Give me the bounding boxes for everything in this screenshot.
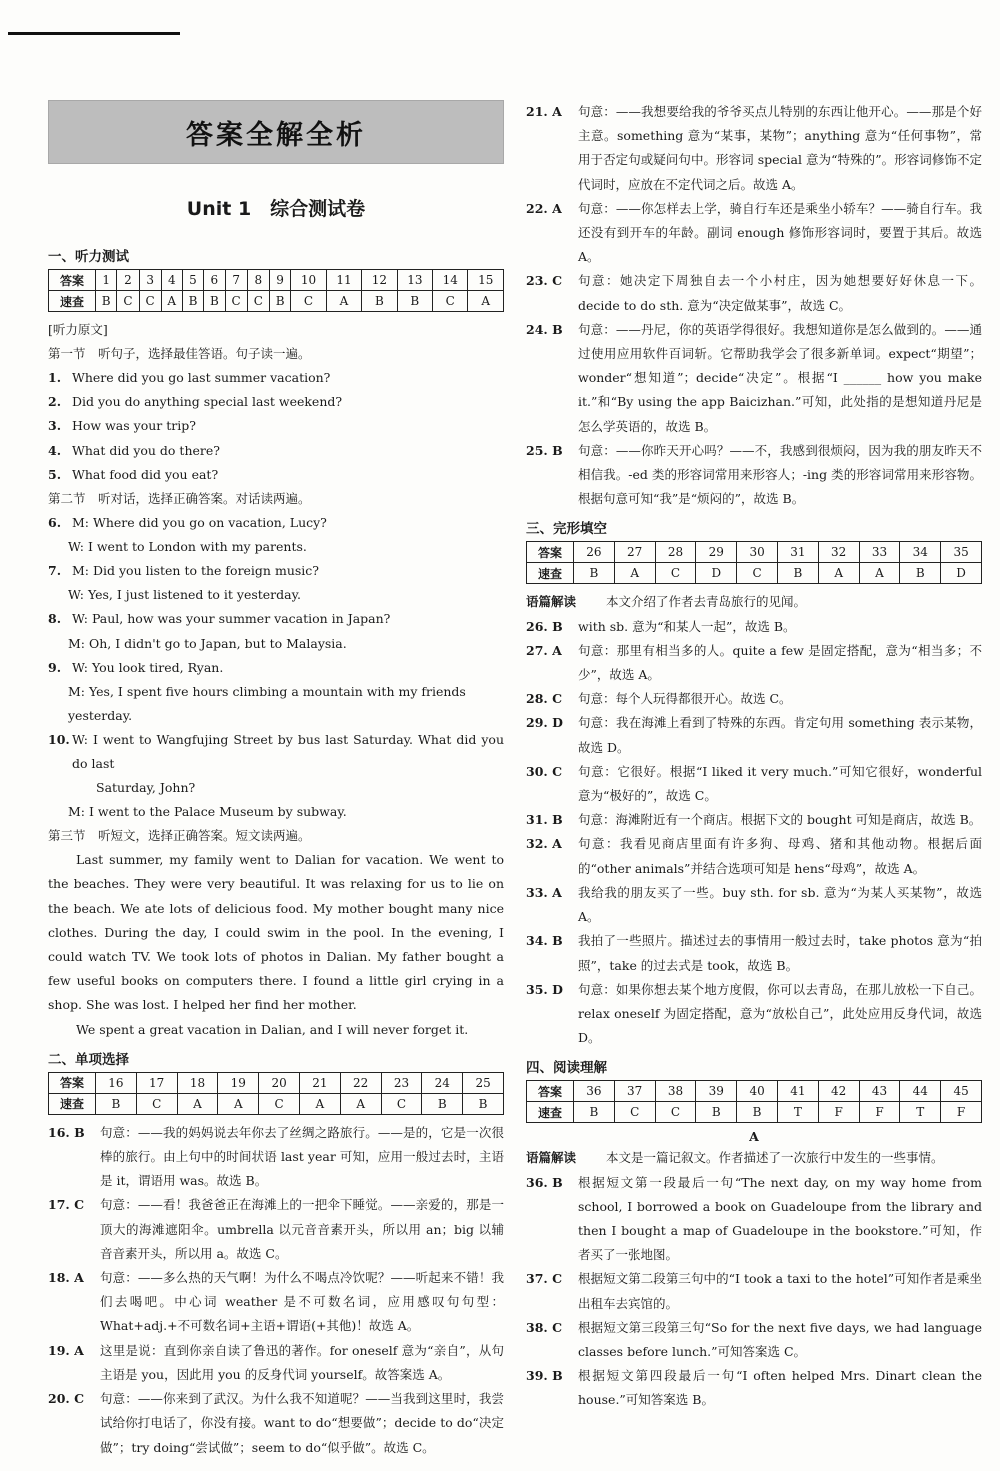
table-cell: B — [777, 563, 818, 584]
table-cell: B — [737, 1102, 778, 1123]
table-cell: 36 — [574, 1081, 615, 1102]
table-cell: C — [136, 1093, 177, 1114]
table-header-cell: 速查 — [49, 291, 96, 312]
table-cell: T — [900, 1102, 941, 1123]
table-cell: A — [859, 563, 900, 584]
list-item: 1. Where did you go last summer vacation? — [48, 370, 331, 385]
table-cell: C — [259, 1093, 300, 1114]
answer-table-reading — [526, 1080, 982, 1123]
table-cell: C — [291, 291, 326, 312]
part-heading: 第一节 听句子，选择最佳答语。句子读一遍。 — [48, 346, 311, 361]
answer-table-listening — [48, 269, 504, 312]
table-cell: C — [117, 291, 139, 312]
explanation-item: 24. B 句意：——丹尼，你的英语学得很好。我想知道你是怎么做到的。——通过使用应用软件百词斩。它帮助我学会了很多新单词。expect“期望”；wonder“想知道”；decide“决定”。根据“I ______ how you make it.”和“By using the app Baicizhan.”可知，此处指的是想知道丹尼是怎么学英语的，故选 B。 — [526, 321, 982, 434]
top-rule — [8, 32, 180, 35]
table-cell: F — [941, 1102, 982, 1123]
table-cell: B — [96, 1093, 137, 1114]
table-row — [527, 542, 982, 563]
dialogue-item: 10. W: I went to Wangfujing Street by bus last Saturday. What did you do last — [48, 731, 504, 772]
table-cell: 28 — [655, 542, 696, 563]
table-cell: 30 — [737, 542, 778, 563]
explanation-item: 33. A 我给我的朋友买了一些。buy sth. for sb. 意为“为某人买某物”，故选 A。 — [526, 884, 982, 925]
table-cell: 39 — [696, 1081, 737, 1102]
table-row — [527, 1102, 982, 1123]
table-cell: 24 — [422, 1072, 463, 1093]
table-header-cell: 速查 — [49, 1093, 96, 1114]
table-cell: C — [655, 563, 696, 584]
table-cell: C — [433, 291, 468, 312]
table-cell: 33 — [859, 542, 900, 563]
table-cell: 6 — [204, 270, 225, 291]
table-cell: B — [204, 291, 225, 312]
table-header-cell: 答案 — [527, 542, 574, 563]
dialogue-item: 7. M: Did you listen to the foreign music? — [48, 563, 319, 579]
table-cell: B — [696, 1102, 737, 1123]
dialogue-line: Saturday, John? — [96, 780, 196, 796]
table-cell: 11 — [326, 270, 361, 291]
explanation-item: 36. B 根据短文第一段最后一句“The next day, on my way home from school, I borrowed a book on Guadeloupe from the library and then I bought a map of Guadeloupe in the bookstore.”可知，作者买了一张地图。 — [526, 1174, 982, 1263]
table-cell: 32 — [818, 542, 859, 563]
dialogue-line: M: I went to the Palace Museum by subway. — [68, 804, 347, 820]
explanation-item: 17. C 句意：——看！我爸爸正在海滩上的一把伞下睡觉。——亲爱的，那是一顶大的海滩遮阳伞。umbrella 以元音音素开头，所以用 an；big 以辅音音素开头，所以用 a。故选 C。 — [48, 1197, 504, 1261]
table-cell: 22 — [340, 1072, 381, 1093]
table-cell: 40 — [737, 1081, 778, 1102]
explanation-item: 37. C 根据短文第二段第三句中的“I took a taxi to the hotel”可知作者是乘坐出租车去宾馆的。 — [526, 1271, 982, 1311]
table-cell: B — [96, 291, 117, 312]
table-row — [49, 291, 504, 312]
explanation-item: 21. A 句意：——我想要给我的爷爷买点儿特别的东西让他开心。——那是个好主意。something 意为“某事，某物”；anything 意为“任何事物”，常用于否定句或疑问句中。形容词 special 意为“特殊的”。形容词修饰不定代词时，应放在不定代词之后。故选 A。 — [526, 104, 982, 192]
table-cell: 45 — [941, 1081, 982, 1102]
list-item: 5. What food did you eat? — [48, 466, 219, 482]
part-heading: 第三节 听短文，选择正确答案。短文读两遍。 — [48, 828, 311, 844]
table-cell: 17 — [136, 1072, 177, 1093]
dialogue-line: M: Yes, I spent five hours climbing a mountain with my friends yesterday. — [68, 683, 466, 723]
table-cell: A — [161, 291, 182, 312]
table-cell: 44 — [900, 1081, 941, 1102]
table-cell: D — [941, 563, 982, 584]
table-cell: B — [422, 1093, 463, 1114]
list-item: 4. What did you do there? — [48, 442, 220, 458]
table-cell: A — [468, 291, 504, 312]
table-cell: 14 — [433, 270, 468, 291]
passage-paragraph: Last summer, my family went to Dalian for vacation. We went to the beaches. They were very beautiful. It was relaxing for us to lie on the beach. We ate lots of delicious food. My mother bought many nice clothes. During the day, I could swim in the pool. In the evening, I could watch TV. We took lots of photos in Dalian. My father bought a few useful books on computers there. I found a little girl crying in a shop. She was lost. I helped her find her mother. — [48, 852, 504, 1013]
explanation-item: 19. A 这里是说：直到你亲自读了鲁迅的著作。for oneself 意为“亲自”，从句主语是 you，因此用 you 的反身代词 yourself。故答案选 A。 — [48, 1342, 504, 1382]
dialogue-item: 6. M: Where did you go on vacation, Lucy? — [48, 515, 327, 531]
explanation-item: 28. C 句意：每个人玩得都很开心。故选 C。 — [526, 691, 792, 707]
table-cell: 8 — [247, 270, 269, 291]
passage-summary: 语篇解读 本文介绍了作者去青岛旅行的见闻。 — [526, 594, 807, 610]
table-cell: 27 — [614, 542, 655, 563]
table-cell: C — [381, 1093, 422, 1114]
table-cell: 7 — [225, 270, 247, 291]
table-cell: B — [397, 291, 432, 312]
table-cell: C — [737, 563, 778, 584]
dialogue-line: W: Yes, I just listened to it yesterday. — [68, 587, 301, 603]
table-cell: B — [182, 291, 203, 312]
explanation-item: 31. B 句意：海滩附近有一个商店。根据下文的 bought 可知是商店，故选 B。 — [526, 812, 982, 828]
section-heading-listening: 一、听力测试 — [48, 249, 129, 265]
passage-paragraph: We spent a great vacation in Dalian, and I will never forget it. — [76, 1021, 469, 1037]
answer-table-cloze — [526, 541, 982, 584]
table-cell: A — [326, 291, 361, 312]
list-item: 2. Did you do anything special last weekend? — [48, 394, 343, 410]
table-cell: 29 — [696, 542, 737, 563]
explanation-item: 25. B 句意：——你昨天开心吗？——不，我感到很烦闷，因为我的朋友昨天不相信我。-ed 类的形容词常用来形容人；-ing 类的形容词常用来形容物。根据句意可知“我”是“烦闷的”，故选 B。 — [526, 442, 982, 507]
table-cell: 15 — [468, 270, 504, 291]
table-cell: 20 — [259, 1072, 300, 1093]
explanation-item: 30. C 句意：它很好。根据“I liked it very much.”可知它很好，wonderful 意为“极好的”，故选 C。 — [526, 763, 982, 804]
explanation-item: 27. A 句意：那里有相当多的人。quite a few 是固定搭配，意为“相当多；不少”，故选 A。 — [526, 642, 982, 683]
table-cell: 43 — [859, 1081, 900, 1102]
dialogue-item: 8. W: Paul, how was your summer vacation in Japan? — [48, 611, 391, 627]
section-heading-cloze: 三、完形填空 — [526, 521, 607, 538]
table-cell: A — [340, 1093, 381, 1114]
table-cell: 25 — [463, 1072, 504, 1093]
table-cell: 9 — [269, 270, 290, 291]
table-cell: B — [269, 291, 290, 312]
table-cell: C — [139, 291, 161, 312]
table-cell: A — [818, 563, 859, 584]
table-row — [527, 1081, 982, 1102]
table-cell: B — [900, 563, 941, 584]
table-row — [49, 1072, 504, 1093]
table-cell: 35 — [941, 542, 982, 563]
table-cell: B — [574, 563, 615, 584]
table-row — [49, 1093, 504, 1114]
dialogue-line: W: I went to London with my parents. — [68, 539, 307, 555]
explanation-item: 23. C 句意：她决定下周独自去一个小村庄，因为她想要好好休息一下。decide to do sth. 意为“决定做某事”，故选 C。 — [526, 273, 982, 313]
explanation-item: 29. D 句意：我在海滩上看到了特殊的东西。肯定句用 something 表示某物，故选 D。 — [526, 715, 982, 755]
explanation-item: 16. B 句意：——我的妈妈说去年你去了丝绸之路旅行。——是的，它是一次很棒的旅行。由上句中的时间状语 last year 可知，应用一般过去时，主语是 it，谓语用 was。故选 B。 — [48, 1124, 504, 1189]
table-cell: F — [859, 1102, 900, 1123]
table-header-cell: 速查 — [527, 563, 574, 584]
answer-table-choice — [48, 1072, 504, 1115]
table-cell: B — [463, 1093, 504, 1114]
page-banner: 答案全解全析 — [48, 100, 504, 164]
table-cell: 23 — [381, 1072, 422, 1093]
table-cell: A — [177, 1093, 218, 1114]
left-column — [48, 100, 504, 1460]
table-cell: 18 — [177, 1072, 218, 1093]
table-header-cell: 答案 — [49, 1072, 96, 1093]
table-cell: 21 — [299, 1072, 340, 1093]
dialogue-item: 9. W: You look tired, Ryan. — [48, 659, 224, 675]
table-cell: 13 — [397, 270, 432, 291]
section-letter: A — [749, 1129, 759, 1145]
table-cell: D — [696, 563, 737, 584]
table-cell: 26 — [574, 542, 615, 563]
table-cell: 41 — [777, 1081, 818, 1102]
table-cell: 37 — [614, 1081, 655, 1102]
table-cell: A — [218, 1093, 259, 1114]
table-cell: 12 — [362, 270, 397, 291]
explanation-item: 35. D 句意：如果你想去某个地方度假，你可以去青岛，在那儿放松一下自己。relax oneself 为固定搭配，意为“放松自己”，此处应用反身代词，故选 D。 — [526, 981, 982, 1046]
table-cell: F — [818, 1102, 859, 1123]
explanation-item: 34. B 我拍了一些照片。描述过去的事情用一般过去时，take photos 意为“拍照”，take 的过去式是 took，故选 B。 — [526, 933, 982, 973]
part-heading: 第二节 听对话，选择正确答案。对话读两遍。 — [48, 491, 311, 507]
table-cell: C — [655, 1102, 696, 1123]
table-cell: 38 — [655, 1081, 696, 1102]
section-heading-reading: 四、阅读理解 — [526, 1060, 607, 1077]
table-cell: 4 — [161, 270, 182, 291]
explanation-item: 38. C 根据短文第三段第三句“So for the next five days, we had language classes before lunch.”可知答案选 C。 — [526, 1319, 982, 1359]
table-header-cell: 答案 — [49, 270, 96, 291]
table-cell: A — [299, 1093, 340, 1114]
table-cell: 34 — [900, 542, 941, 563]
table-cell: 2 — [117, 270, 139, 291]
table-row — [49, 270, 504, 291]
unit-title: Unit 1 综合测试卷 — [186, 198, 366, 220]
table-cell: 10 — [291, 270, 326, 291]
table-cell: 16 — [96, 1072, 137, 1093]
explanation-item: 18. A 句意：——多么热的天气啊！为什么不喝点冷饮呢？——听起来不错！我们去喝吧。中心词 weather 是不可数名词，应用感叹句句型：What+adj.+不可数名词+主语+谓语(+其他)！故选 A。 — [48, 1270, 504, 1334]
explanation-item: 32. A 句意：我看见商店里面有许多狗、母鸡、猪和其他动物。根据后面的“other animals”并结合选项可知是 hens“母鸡”，故选 A。 — [526, 836, 982, 876]
table-cell: 42 — [818, 1081, 859, 1102]
explanation-item: 26. B with sb. 意为“和某人一起”，故选 B。 — [526, 618, 796, 634]
table-cell: C — [225, 291, 247, 312]
list-item: 3. How was your trip? — [48, 418, 196, 434]
table-cell: 1 — [96, 270, 117, 291]
table-cell: B — [574, 1102, 615, 1123]
table-cell: 3 — [139, 270, 161, 291]
table-cell: A — [614, 563, 655, 584]
table-cell: C — [614, 1102, 655, 1123]
section-heading-choice: 二、单项选择 — [48, 1051, 129, 1068]
explanation-item: 20. C 句意：——你来到了武汉。为什么我不知道呢？——当我到这里时，我尝试给你打电话了，你没有接。want to do“想要做”；decide to do“决定做”；try doing“尝试做”；seem to do“似乎做”。故选 C。 — [48, 1391, 504, 1455]
dialogue-line: M: Oh, I didn't go to Japan, but to Malaysia. — [68, 635, 347, 651]
table-cell: C — [247, 291, 269, 312]
right-column — [526, 100, 982, 1413]
table-cell: T — [777, 1102, 818, 1123]
passage-summary: 语篇解读 本文是一篇记叙文。作者描述了一次旅行中发生的一些事情。 — [526, 1150, 944, 1166]
explanation-item: 39. B 根据短文第四段最后一句“I often helped Mrs. Dinart clean the house.”可知答案选 B。 — [526, 1368, 982, 1408]
table-header-cell: 速查 — [527, 1102, 574, 1123]
table-cell: 19 — [218, 1072, 259, 1093]
script-label: [听力原文] — [48, 322, 108, 337]
table-cell: 5 — [182, 270, 203, 291]
table-cell: 31 — [777, 542, 818, 563]
explanation-item: 22. A 句意：——你怎样去上学，骑自行车还是乘坐小轿车？——骑自行车。我还没有到开车的年龄。副词 enough 修饰形容词时，要置于其后。故选 A。 — [526, 200, 982, 265]
table-header-cell: 答案 — [527, 1081, 574, 1102]
table-cell: B — [362, 291, 397, 312]
table-row — [527, 563, 982, 584]
